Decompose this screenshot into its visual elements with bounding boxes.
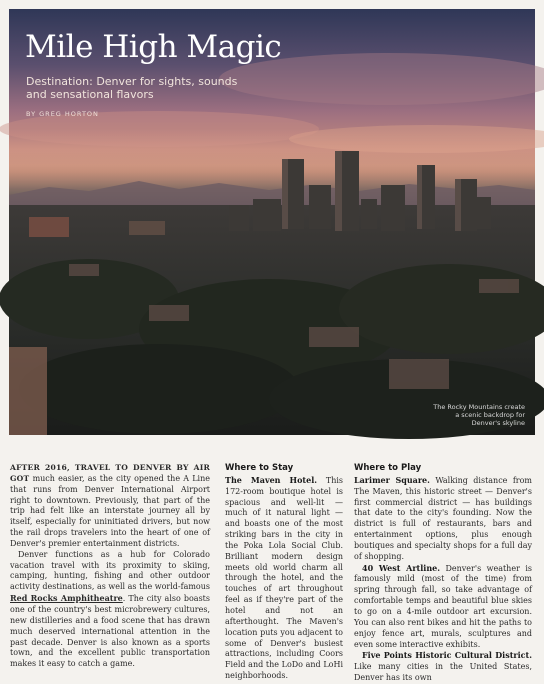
attraction-paragraph xyxy=(354,563,532,651)
building xyxy=(389,359,449,389)
article-title: Mile High Magic xyxy=(25,29,282,65)
building xyxy=(9,347,47,435)
paragraph-text: . The city also boasts one of the country's best microbrewery cultures, new distilleries and a food scene that has drawn much deserved international attention in the past decade. Denver is also known as a sports town, and the excellent public transportation makes it easy to catch a game. xyxy=(10,594,210,669)
building-highlight xyxy=(282,159,288,229)
building xyxy=(229,205,249,231)
attraction-description: Walking distance from The Maven, this historic street — Denver's first commercial district — has buildings that date to the city's founding. Now the district is full of restaurants, bars and entertainment options, plus enough boutiques and specialty shops for a full day of shopping. xyxy=(354,475,532,561)
attraction-paragraph xyxy=(354,650,532,684)
article-column-2 xyxy=(225,463,344,681)
building-highlight xyxy=(455,179,461,231)
attraction-name: Five Points Historic Cultural District. xyxy=(362,650,532,661)
attraction-description: Like many cities in the United States, Denver has its own xyxy=(354,662,532,683)
attraction-paragraph xyxy=(354,475,532,563)
building xyxy=(477,197,491,229)
building xyxy=(29,217,69,237)
photo-caption: The Rocky Mountains create a scenic backdrop for Denver's skyline xyxy=(433,403,525,427)
building-highlight xyxy=(335,151,342,231)
attraction-name: 40 West Artline. xyxy=(362,562,441,573)
building xyxy=(253,199,281,231)
hotel-description: This 172-room boutique hotel is spacious and well-lit — much of it natural light — and boasts one of the most striking bars in the city in the Poka Lola Social Club. Brilliant modern design meets old world charm all through the hotel, and the touches of art throughout feel as if they're part of the hotel and not an afterthought. The Maven's location puts you adjacent to some of Denver's busiest attractions, including Coors Field and the LoDo and LoHi neighborhoods. xyxy=(225,475,344,681)
building xyxy=(361,199,377,229)
building xyxy=(309,185,331,229)
hotel-paragraph xyxy=(225,475,343,682)
building xyxy=(129,221,165,235)
building xyxy=(69,264,99,276)
red-rocks-link[interactable]: Red Rocks Amphitheatre xyxy=(10,593,123,604)
building-highlight xyxy=(417,165,422,229)
hero-photo xyxy=(9,9,535,435)
attraction-name: Larimer Square. xyxy=(354,474,430,485)
intro-text: much easier, as the city opened the A Line that runs from Denver International Airport right to downtown. Previously, that part of the trip had felt like an interstate journey all by itself, especially for uninitiated drivers, but now the rail drops travelers into the heart of one of Denver's premier entertainment districts. xyxy=(10,473,210,548)
article-column-1 xyxy=(10,463,210,669)
article-byline: BY GREG HORTON xyxy=(26,110,99,118)
hotel-name: The Maven Hotel. xyxy=(225,474,318,485)
trees xyxy=(19,344,299,434)
intro-paragraph xyxy=(10,463,210,550)
building xyxy=(381,185,405,231)
building xyxy=(479,279,519,293)
building xyxy=(149,305,189,321)
denver-skyline-illustration xyxy=(9,9,535,435)
body-paragraph xyxy=(10,550,210,670)
article-subtitle: Destination: Denver for sights, sounds and sensational flavors xyxy=(26,75,238,101)
attraction-description: Denver's weather is famously mild (most of the time) from spring through fall, so take advantage of comfortable temps and beautiful blue skies to go on a 4-mile outdoor art excursion. You can also rent bikes and hit the paths to enjoy fence art, murals, sculptures and even some interactive exhibits. xyxy=(354,563,533,649)
article-column-3 xyxy=(354,463,533,683)
where-to-stay-heading: Where to Stay xyxy=(225,463,294,473)
paragraph-text: Denver functions as a hub for Colorado vacation travel with its proximity to skiing, camping, hunting, fishing and other outdoor activity destinations, as well as the world-famous xyxy=(10,549,210,592)
lead-in: AFTER 2016, TRAVEL TO DENVER BY AIR GOT xyxy=(10,463,210,483)
building xyxy=(309,327,359,347)
where-to-play-heading: Where to Play xyxy=(354,463,422,473)
